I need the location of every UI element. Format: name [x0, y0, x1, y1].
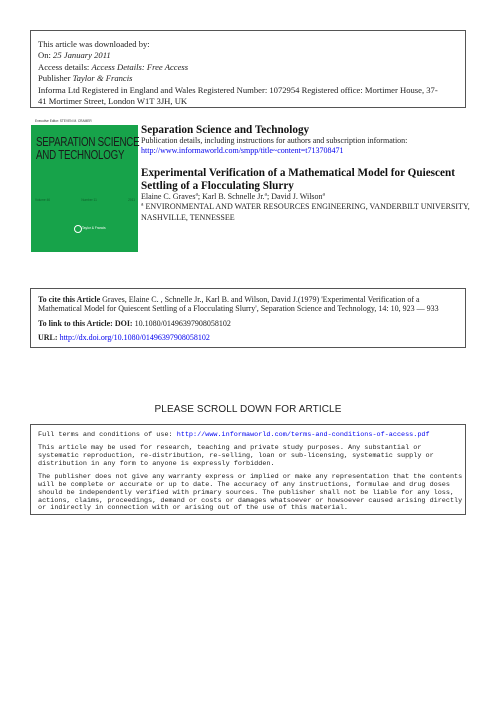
cover-meta: Volume 46 Number 11 2011: [35, 198, 135, 202]
publication-details: Publication details, including instructions for authors and subscription information: http://www.informaworld.com/smpp/title~content=t713708471: [141, 136, 408, 155]
download-date: 25 January 2011: [53, 50, 111, 61]
journal-url-link[interactable]: http://www.informaworld.com/smpp/title~content=t713708471: [141, 145, 344, 155]
terms-box: [30, 424, 466, 515]
cover-editor-text: Executive Editor: STEVEN M. CRAMER: [35, 119, 92, 123]
journal-cover-image: [31, 118, 138, 252]
access-details: Access Details: Free Access: [91, 61, 189, 72]
publisher-logo: Taylor & Francis: [73, 223, 97, 241]
article-doi-link[interactable]: http://dx.doi.org/10.1080/01496397908058102: [57, 333, 210, 343]
author-affiliation: $^a$ ENVIRONMENTAL AND WATER RESOURCES ENGINEERING, VANDERBILT UNIVERSITY, NASHVILLE, TENNESSEE: [141, 201, 470, 222]
article-title: Experimental Verification of a Mathematical Model for Quiescent Settling of a Flocculating Slurry: [141, 167, 455, 193]
download-info-box: [30, 30, 466, 108]
download-date-line: On: 25 January 2011: [38, 50, 111, 61]
link-to-article: To link to this Article: DOI: 10.1080/01496397908058102: [38, 318, 231, 328]
cite-this-article: To cite this Article Graves, Elaine C. , Schnelle Jr., Karl B. and Wilson, David J.(1979) 'Experimental Verification of a Mathematical Model for Quiescent Settling of a Flocculating Slurry', Separation Science and Technology, 14: 10, 923 — 933: [38, 295, 439, 314]
terms-paragraph-2: The publisher does not give any warranty express or implied or make any representation that the contents will be complete or accurate or up to date. The accuracy of any instructions, formulae and drug doses should be independently verified with primary sources. The publisher shall not be liable for any loss, actions, claims, proceedings, demand or costs or damages whatsoever or howsoever caused arising directly or indirectly in connection with or arising out of the use of this material.: [38, 473, 463, 513]
article-authors: Elaine C. Graves$^a$; Karl B. Schnelle Jr.$^a$; David J. Wilson$^a$ $^a$ ENVIRONMENTAL AND WATER RESOURCES ENGINEERING, VANDERBILT UNIVERSITY, NASHVILLE, TENNESSEE: [141, 191, 470, 222]
doi-value: 10.1080/01496397908058102: [132, 318, 231, 328]
publisher-logo-icon: [74, 225, 82, 233]
publisher-line: Publisher Taylor & Francis: [38, 73, 133, 84]
cover-title: SEPARATION SCIENCE AND TECHNOLOGY: [36, 134, 140, 162]
citation-box: [30, 288, 466, 348]
journal-title: Separation Science and Technology: [141, 124, 310, 136]
terms-line: Full terms and conditions of use: http://www.informaworld.com/terms-and-conditions-of-access.pdf: [38, 431, 430, 439]
downloaded-by-line: This article was downloaded by:: [38, 39, 150, 49]
article-url-line: URL: http://dx.doi.org/10.1080/01496397908058102: [38, 333, 210, 343]
registered-office-line-1: Informa Ltd Registered in England and Wales Registered Number: 1072954 Registered office: Mortimer House, 37-: [38, 84, 438, 95]
terms-paragraph-1: This article may be used for research, teaching and private study purposes. Any substantial or systematic reproduction, re-distribution, re-selling, loan or sub-licensing, systematic supply or distribution in any form to anyone is expressly forbidden.: [38, 444, 434, 468]
registered-office-line-2: 41 Mortimer Street, London W1T 3JH, UK: [38, 96, 188, 107]
terms-url-link[interactable]: http://www.informaworld.com/terms-and-conditions-of-access.pdf: [176, 431, 430, 439]
publisher-name: Taylor & Francis: [72, 73, 133, 84]
access-details-line: Access details: Access Details: Free Access: [38, 61, 189, 72]
cite-label: To cite this Article: [38, 295, 101, 304]
scroll-down-notice: PLEASE SCROLL DOWN FOR ARTICLE: [154, 404, 342, 415]
